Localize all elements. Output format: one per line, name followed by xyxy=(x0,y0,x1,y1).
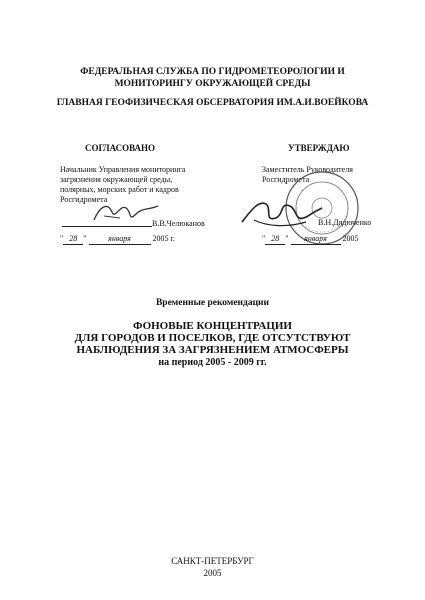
document-title xyxy=(0,320,425,356)
approved-date-month: января xyxy=(291,234,341,245)
agency-line-2: МОНИТОРИНГУ ОКРУЖАЮЩЕЙ СРЕДЫ xyxy=(114,79,311,89)
approved-position-line-1: Заместитель Руководителя xyxy=(262,165,353,174)
approved-signature xyxy=(236,192,326,232)
document-title-line-2: ДЛЯ ГОРОДОВ И ПОСЕЛКОВ, ГДЕ ОТСУТСТВУЮТ xyxy=(74,332,351,344)
agreed-signer-name: В.В.Челюканов xyxy=(152,219,205,228)
agreed-signature-line xyxy=(62,226,152,227)
agreed-position-line-1: Начальник Управления мониторинга xyxy=(60,165,186,174)
observatory-name: ГЛАВНАЯ ГЕОФИЗИЧЕСКАЯ ОБСЕРВАТОРИЯ ИМ.А.И.ВОЕЙКОВА xyxy=(56,98,369,108)
publication-city: САНКТ-ПЕТЕРБУРГ xyxy=(171,556,254,566)
agency-line-1: ФЕДЕРАЛЬНАЯ СЛУЖБА ПО ГИДРОМЕТЕОРОЛОГИИ И xyxy=(80,67,345,77)
agreed-position-line-2: загрязнения окружающей среды, xyxy=(60,175,173,184)
approved-date-year: 2005 xyxy=(342,234,359,243)
agreed-date-year: 2005 г. xyxy=(152,234,175,243)
agreed-position-line-3: полярных, морских работ и кадров xyxy=(60,185,179,194)
agreed-position-line-4: Росгидромета xyxy=(60,195,108,204)
document-title-line-1: ФОНОВЫЕ КОНЦЕНТРАЦИИ xyxy=(132,320,292,332)
approved-heading: УТВЕРЖДАЮ xyxy=(288,143,350,153)
document-title-line-3: НАБЛЮДЕНИЯ ЗА ЗАГРЯЗНЕНИЕМ АТМОСФЕРЫ xyxy=(76,344,349,356)
agreed-heading: СОГЛАСОВАНО xyxy=(85,143,156,153)
document-period: на период 2005 - 2009 гг. xyxy=(158,357,267,368)
agreed-date: " 28 " января 2005 г. xyxy=(60,234,175,243)
publication-year: 2005 xyxy=(203,568,222,578)
approved-signer-name: В.Н.Дядюченко xyxy=(318,218,372,227)
document-type: Временные рекомендации xyxy=(155,298,270,308)
agency-name xyxy=(0,66,425,90)
approved-position-line-2: Росгидромета xyxy=(262,175,310,184)
agreed-date-month: января xyxy=(89,234,151,245)
agreed-date-day: 28 xyxy=(63,234,83,245)
approved-date: " 28 " января 2005 xyxy=(262,234,359,243)
approved-date-day: 28 xyxy=(265,234,285,245)
